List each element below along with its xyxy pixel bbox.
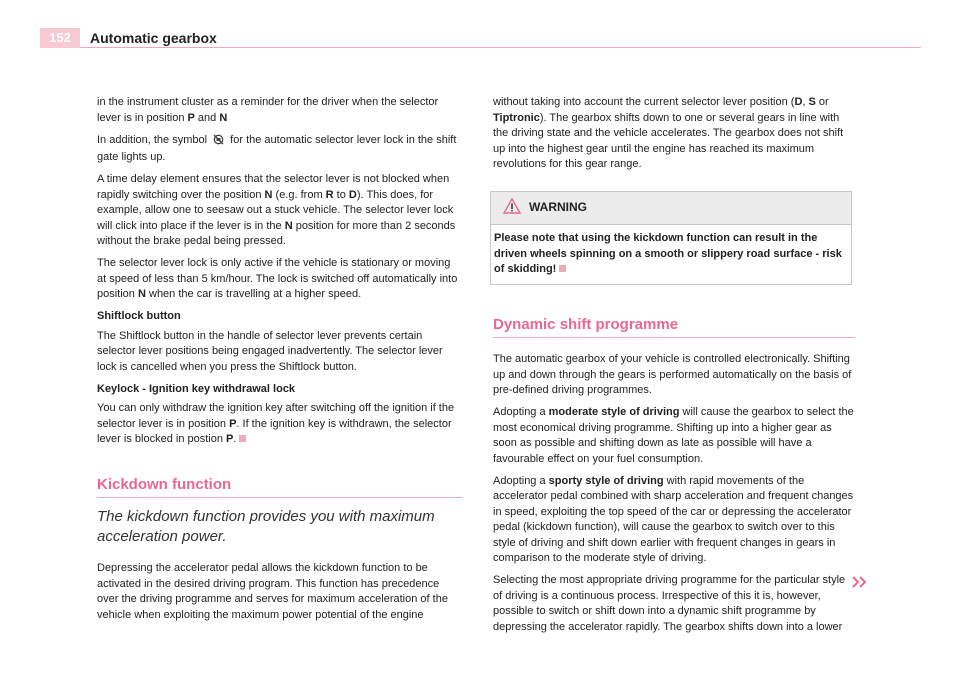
left-column	[97, 95, 462, 630]
paragraph: A time delay element ensures that the selector lever is not blocked when rapidly switching over the position N (e.g. from R to D). This does, for example, allow one to seesaw out a stuck vehicle. The selector lever lock will click into place if the lever is in the N position for more than 2 seconds without the brake pedal being pressed.	[97, 173, 456, 247]
warning-text: Please note that using the kickdown function can result in the driven wheels spinning on a smooth or slippery road surface - risk of skidding!	[494, 232, 842, 275]
paragraph: Adopting a moderate style of driving will cause the gearbox to select the most economical driving programme. Shifting up into a higher gear as soon as possible and shifting down as late as possible will have a favourable effect on your fuel consumption.	[493, 406, 854, 465]
kickdown-intro: The kickdown function provides you with maximum acceleration power.	[97, 508, 435, 545]
shiftlock-title: Shiftlock button	[97, 310, 181, 322]
warning-title: WARNING	[529, 200, 587, 214]
keylock-title: Keylock - Ignition key withdrawal lock	[97, 382, 296, 395]
keylock-text: You can only withdraw the ignition key after switching off the ignition if the selector lever is in position P. If the ignition key is withdrawn, the selector lever is blocked in postion P.	[97, 402, 455, 445]
warning-triangle-icon	[503, 198, 521, 219]
page-header-title: Automatic gearbox	[90, 30, 217, 46]
selector-lever-lock-icon	[212, 134, 225, 151]
end-of-section-mark	[239, 435, 246, 442]
warning-box	[490, 191, 852, 285]
shiftlock-text: The Shiftlock button in the handle of selector lever prevents certain selector lever positions being engaged inadvertently. The selector lever lock is cancelled when you press the Shiftlock button.	[97, 329, 443, 373]
dynamic-shift-heading: Dynamic shift programme	[493, 317, 855, 339]
paragraph: In addition, the symbol for the automatic selector lever lock in the shift gate lights up.	[97, 133, 457, 163]
paragraph: in the instrument cluster as a reminder for the driver when the selector lever is in position P and N	[97, 96, 439, 124]
page-number: 152	[40, 28, 80, 48]
kickdown-text: Depressing the accelerator pedal allows the kickdown function to be activated in the desired driving program. This function has precedence over the driving programme and serves for maximum acceleration of the vehicle when exploiting the maximum power potential of the engine	[97, 562, 448, 621]
paragraph: The selector lever lock is only active if the vehicle is stationary or moving at speed of less than 5 km/hour. The lock is switched off automatically into position N when the car is travelling at a higher speed.	[97, 257, 458, 300]
continue-arrow-icon	[852, 575, 868, 593]
kickdown-heading: Kickdown function	[97, 477, 462, 499]
end-of-section-mark	[559, 265, 566, 272]
header-rule	[80, 47, 921, 48]
paragraph: without taking into account the current selector lever position (D, S or Tiptronic). The gearbox shifts down to one or several gears in line with the driving state and the vehicle accelerates. The gearbox does not shift up into the highest gear until the engine has reached its maximum revolutions for this gear range.	[493, 96, 844, 170]
right-column	[493, 95, 855, 642]
paragraph: The automatic gearbox of your vehicle is controlled electronically. Shifting up and down through the gears is performed automatically on the basis of pre-defined driving programmes.	[493, 353, 852, 396]
warning-header	[491, 192, 851, 226]
paragraph: Selecting the most appropriate driving programme for the particular style of driving is a continuous process. Irrespective of this it is, however, possible to switch or shift down into a dynamic shift programme by depressing the accelerator rapidly. The gearbox shifts down into a lower	[493, 574, 846, 633]
paragraph: Adopting a sporty style of driving with rapid movements of the accelerator pedal combined with sharp acceleration and frequent changes in speed, exploiting the top speed of the car or depressing the accelerator pedal (kickdown function), will cause the gearbox to switch over to this style of driving and shift down earlier with frequent changes in gears in comparison to the moderate style of driving.	[493, 474, 854, 564]
